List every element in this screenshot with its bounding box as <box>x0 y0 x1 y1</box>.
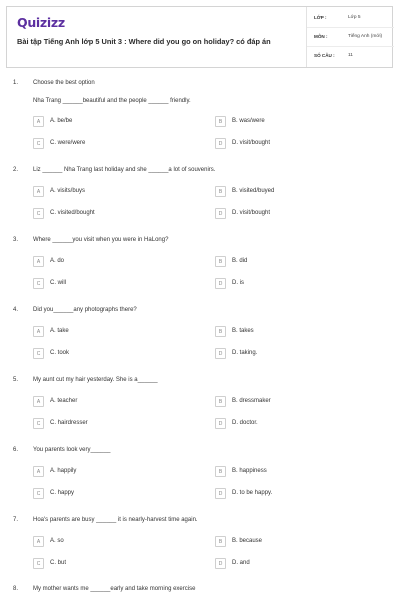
question-number: 7. <box>13 517 19 523</box>
option-text: B. takes <box>232 328 254 334</box>
option-text: A. take <box>50 328 69 334</box>
option-letter-box: A <box>33 116 44 127</box>
option-text: B. did <box>232 258 248 264</box>
question-text: Did you______any photographs there? <box>33 307 137 313</box>
option-letter-box: C <box>33 488 44 499</box>
option-letter-box: B <box>215 466 226 477</box>
option-letter-box: C <box>33 558 44 569</box>
option-text: C. happy <box>50 490 75 496</box>
option-letter-box: C <box>33 278 44 289</box>
question-number: 8. <box>13 586 19 592</box>
option-text: A. visits/buys <box>50 188 86 194</box>
option-text: C. will <box>50 280 66 286</box>
option-letter-box: B <box>215 326 226 337</box>
meta-row-grade <box>307 9 394 28</box>
option-letter-box: A <box>33 256 44 267</box>
option-letter-box: A <box>33 466 44 477</box>
option-text: C. hairdresser <box>50 420 88 426</box>
question-text: Nha Trang ______beautiful and the people ______ friendly. <box>33 98 191 104</box>
option-letter-box: C <box>33 348 44 359</box>
option-letter-box: B <box>215 116 226 127</box>
option-letter-box: A <box>33 186 44 197</box>
meta-row-subject <box>307 28 394 47</box>
option-letter-box: D <box>215 488 226 499</box>
option-text: D. visit/bought <box>232 210 271 216</box>
option-letter-box: A <box>33 396 44 407</box>
question-text: Hoa's parents are busy ______ it is nearly-harvest time again. <box>33 517 198 523</box>
option-text: A. so <box>50 538 64 544</box>
option-text: C. visited/bought <box>50 210 95 216</box>
question-text: You parents look very______ <box>33 447 111 453</box>
option-letter-box: D <box>215 348 226 359</box>
option-text: B. because <box>232 538 263 544</box>
question-number: 4. <box>13 307 19 313</box>
quizizz-logo: Quizizz <box>17 15 65 30</box>
question-instruction: Choose the best option <box>33 80 95 86</box>
option-letter-box: A <box>33 536 44 547</box>
option-text: C. were/were <box>50 140 86 146</box>
option-text: C. but <box>50 560 67 566</box>
meta-row-question-count <box>307 47 394 66</box>
option-text: B. happiness <box>232 468 267 474</box>
option-letter-box: D <box>215 208 226 219</box>
worksheet-title: Bài tập Tiếng Anh lớp 5 Unit 3 : Where did you go on holiday? có đáp án <box>17 37 271 46</box>
option-text: D. visit/bought <box>232 140 271 146</box>
option-text: A. teacher <box>50 398 78 404</box>
option-letter-box: C <box>33 418 44 429</box>
option-text: D. is <box>232 280 244 286</box>
meta-value: Lớp 5 <box>348 15 361 20</box>
question-text: My aunt cut my hair yesterday. She is a______ <box>33 377 158 383</box>
option-letter-box: D <box>215 558 226 569</box>
option-text: B. was/were <box>232 118 265 124</box>
question-number: 2. <box>13 167 19 173</box>
question-text: Liz ______ Nha Trang last holiday and she ______a lot of souvenirs. <box>33 167 216 173</box>
option-letter-box: B <box>215 256 226 267</box>
option-text: B. dressmaker <box>232 398 271 404</box>
option-text: B. visited/buyed <box>232 188 275 194</box>
option-text: A. be/be <box>50 118 73 124</box>
option-text: D. doctor. <box>232 420 258 426</box>
option-text: D. and <box>232 560 250 566</box>
question-number: 6. <box>13 447 19 453</box>
option-letter-box: C <box>33 208 44 219</box>
option-letter-box: D <box>215 418 226 429</box>
question-number: 3. <box>13 237 19 243</box>
option-letter-box: A <box>33 326 44 337</box>
meta-label: SỐ CÂU : <box>314 53 335 58</box>
question-text: My mother wants me ______early and take morning exercise <box>33 586 196 592</box>
meta-value: Tiếng Anh (mới) <box>348 34 383 39</box>
option-letter-box: D <box>215 138 226 149</box>
option-text: D. taking. <box>232 350 258 356</box>
meta-value: 11 <box>348 53 353 58</box>
option-text: D. to be happy. <box>232 490 273 496</box>
worksheet-meta <box>306 7 393 67</box>
option-letter-box: B <box>215 536 226 547</box>
question-text: Where ______you visit when you were in HaLong? <box>33 237 169 243</box>
option-letter-box: B <box>215 186 226 197</box>
option-text: A. happily <box>50 468 77 474</box>
question-number: 5. <box>13 377 19 383</box>
meta-label: MÔN : <box>314 34 328 39</box>
meta-label: LỚP : <box>314 15 327 20</box>
option-letter-box: C <box>33 138 44 149</box>
option-text: C. took <box>50 350 70 356</box>
worksheet-header <box>6 6 393 68</box>
option-letter-box: B <box>215 396 226 407</box>
question-number: 1. <box>13 80 19 86</box>
option-letter-box: D <box>215 278 226 289</box>
option-text: A. do <box>50 258 65 264</box>
